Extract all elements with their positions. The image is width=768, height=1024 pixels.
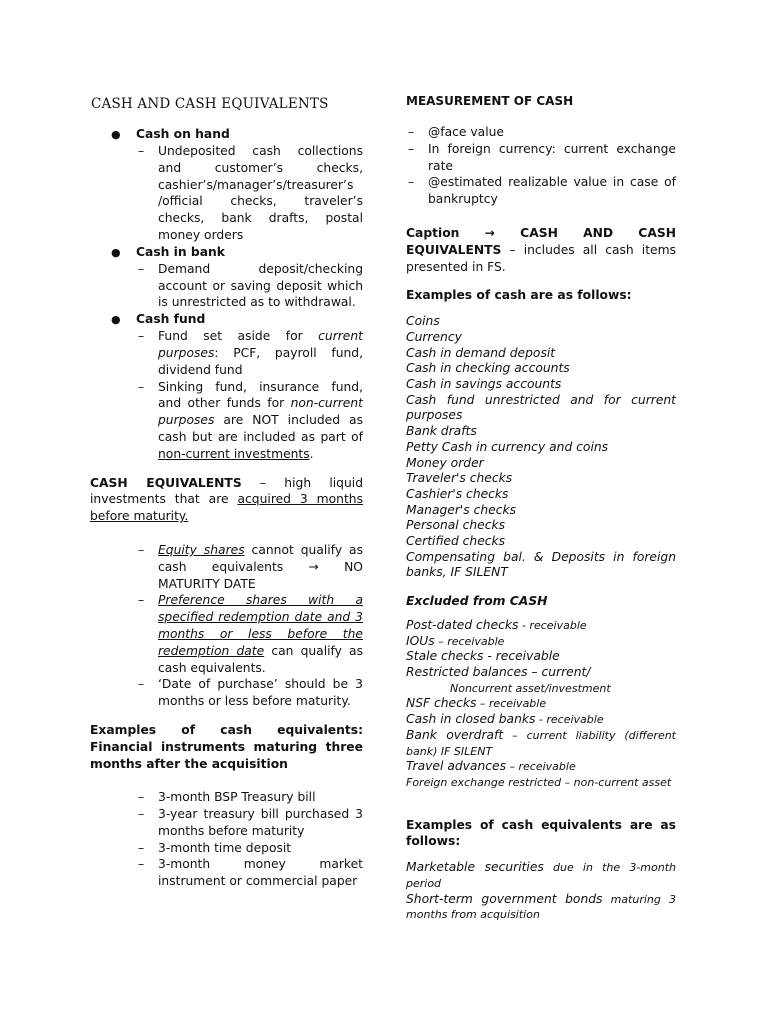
excluded-list xyxy=(406,618,676,791)
list-item: Cash fund unrestricted and for current purposes xyxy=(406,392,676,423)
dash-item: – Equity shares cannot qualify as cash equivalents → NO MATURITY DATE xyxy=(136,542,363,592)
cash-examples-list xyxy=(406,314,676,581)
bullet-heading: Cash fund xyxy=(136,312,206,327)
list-item: Foreign exchange restricted – non-current asset xyxy=(406,775,672,789)
dash-item: – 3-month BSP Treasury bill xyxy=(136,789,363,806)
ce-examples-list xyxy=(406,860,676,923)
cash-components-list xyxy=(90,126,363,463)
dash-item: – @estimated realizable value in case of bankruptcy xyxy=(406,174,676,208)
list-item: Post-dated checks - receivable xyxy=(406,617,587,632)
list-item: Coins xyxy=(406,314,440,329)
dash-item: – Fund set aside for current purposes: PCF, payroll fund, dividend fund xyxy=(136,328,363,378)
dash-item: – 3-year treasury bill purchased 3 months before maturity xyxy=(136,806,363,840)
list-item: IOUs – receivable xyxy=(406,633,505,648)
list-item: Traveler's checks xyxy=(406,471,513,486)
measurement-list xyxy=(406,124,676,208)
list-item: Bank overdraft – current liability (different bank) IF SILENT xyxy=(406,727,676,758)
bullet-cash-on-hand xyxy=(90,126,363,244)
right-column xyxy=(406,88,676,923)
list-item: Petty Cash in currency and coins xyxy=(406,439,609,454)
dash-item: – Undeposited cash collections and customer’s checks, cashier’s/manager’s/treasurer’s /official checks, traveler’s checks, bank drafts, postal money orders xyxy=(136,143,363,244)
dash-item: – Demand deposit/checking account or saving deposit which is unrestricted as to withdrawal. xyxy=(136,261,363,311)
list-item: Cash in closed banks - receivable xyxy=(406,712,604,727)
examples-heading: Examples of cash equivalents: Financial instruments maturing three months after the acquisition xyxy=(90,722,363,771)
examples-list xyxy=(136,789,363,890)
list-item: Cash in demand deposit xyxy=(406,345,556,360)
list-item: Restricted balances – current/ Noncurrent asset/investment xyxy=(406,665,611,695)
excluded-heading: Excluded from CASH xyxy=(406,594,548,609)
list-item: Cash in checking accounts xyxy=(406,361,570,376)
cash-examples-heading: Examples of cash are as follows: xyxy=(406,288,632,303)
page-title: CASH AND CASH EQUIVALENTS xyxy=(91,96,329,112)
dash-item: – In foreign currency: current exchange rate xyxy=(406,141,676,175)
list-item: Cashier's checks xyxy=(406,486,509,501)
cash-equivalents-definition: CASH EQUIVALENTS – high liquid investments that are acquired 3 months before maturity. xyxy=(90,475,363,524)
list-item: Money order xyxy=(406,455,484,470)
list-item: Manager's checks xyxy=(406,502,517,517)
bullet-icon: ● xyxy=(111,245,121,259)
bullet-cash-fund xyxy=(90,311,363,462)
list-item: Travel advances – receivable xyxy=(406,759,576,774)
dash-item: – 3-month time deposit xyxy=(136,840,363,857)
bullet-icon: ● xyxy=(111,128,121,141)
list-item: Short-term government bonds maturing 3 months from acquisition xyxy=(406,891,676,922)
bullet-cash-in-bank xyxy=(90,244,363,311)
cash-equivalents-notes xyxy=(136,542,363,710)
left-column xyxy=(90,88,363,890)
list-item: Personal checks xyxy=(406,518,506,533)
ce-examples-heading: Examples of cash equivalents are as follows: xyxy=(406,817,676,849)
bullet-icon: ● xyxy=(111,313,121,327)
list-item: NSF checks – receivable xyxy=(406,696,547,711)
list-item: Cash in savings accounts xyxy=(406,376,562,391)
list-item: Certified checks xyxy=(406,534,506,549)
dash-item: – @face value xyxy=(406,124,676,141)
dash-item: – 3-month money market instrument or commercial paper xyxy=(136,856,363,890)
list-item: Compensating bal. & Deposits in foreign banks, IF SILENT xyxy=(406,549,676,580)
caption-paragraph: Caption → CASH AND CASH EQUIVALENTS – includes all cash items presented in FS. xyxy=(406,225,676,274)
bullet-heading: Cash on hand xyxy=(136,127,230,141)
list-item: Bank drafts xyxy=(406,424,477,439)
list-item: Currency xyxy=(406,329,462,344)
dash-item: – ‘Date of purchase’ should be 3 months or less before maturity. xyxy=(136,676,363,710)
list-item: Stale checks - receivable xyxy=(406,649,560,664)
measurement-heading: MEASUREMENT OF CASH xyxy=(406,94,574,108)
dash-item: – Sinking fund, insurance fund, and other funds for non-current purposes are NOT included as cash but are included as part of non-current investments. xyxy=(136,379,363,463)
bullet-heading: Cash in bank xyxy=(136,244,225,259)
dash-item: – Preference shares with a specified redemption date and 3 months or less before the redemption date can qualify as cash equivalents. xyxy=(136,592,363,676)
list-item: Marketable securities due in the 3-month period xyxy=(406,860,676,890)
